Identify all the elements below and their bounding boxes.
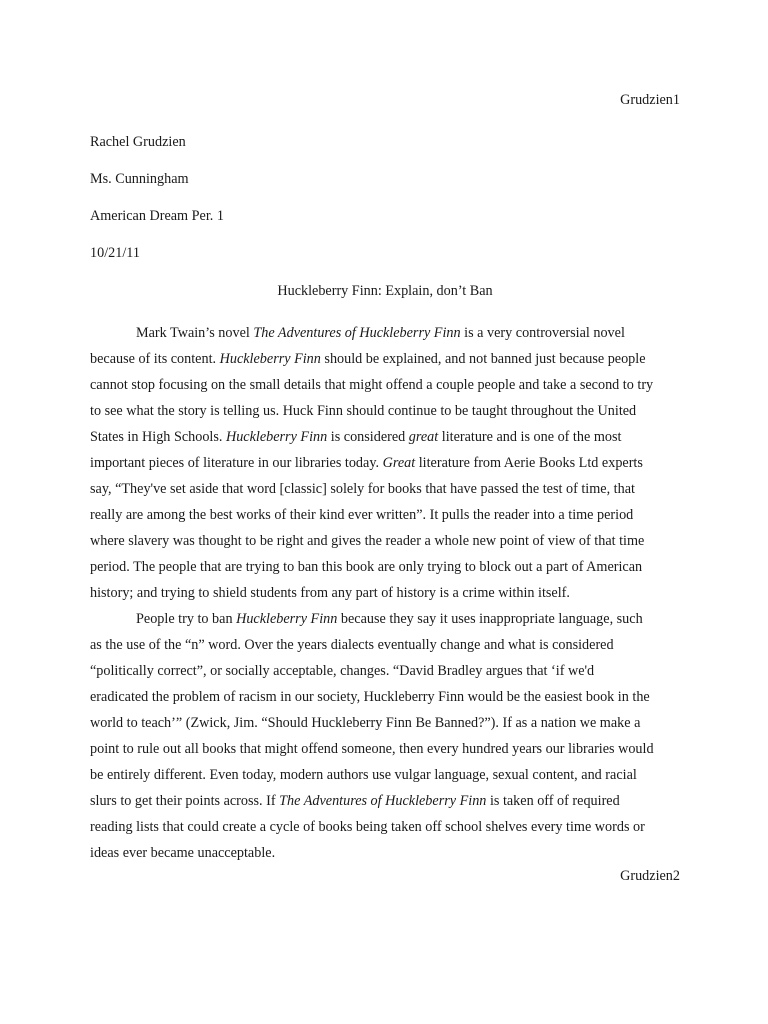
essay-date: 10/21/11 <box>90 245 140 261</box>
body-line <box>90 424 680 450</box>
mla-heading <box>90 132 680 280</box>
body-text: important pieces of literature in our libraries today. <box>90 455 383 471</box>
essay-body <box>90 320 680 866</box>
body-text: eradicated the problem of racism in our society, Huckleberry Finn would be the easiest book in the <box>90 689 650 705</box>
body-text: States in High Schools. <box>90 429 226 445</box>
body-text: literature and is one of the most <box>438 429 622 445</box>
body-text: literature from Aerie Books Ltd experts <box>415 455 643 471</box>
body-text: ideas ever became unacceptable. <box>90 845 276 861</box>
body-text: point to rule out all books that might offend someone, then every hundred years our libraries would <box>90 741 654 757</box>
body-text: period. The people that are trying to ban this book are only trying to block out a part of American <box>90 559 643 575</box>
body-text: world to teach’” (Zwick, Jim. “Should Huckleberry Finn Be Banned?”). If as a nation we make a <box>90 715 641 731</box>
body-text: cannot stop focusing on the small details that might offend a couple people and take a second to try <box>90 377 654 393</box>
body-line <box>90 398 680 424</box>
body-line <box>90 710 680 736</box>
body-line <box>90 632 680 658</box>
body-text: where slavery was thought to be right and gives the reader a whole new point of view of that time <box>90 533 645 549</box>
italic-text: Huckleberry Finn <box>236 611 338 627</box>
body-line <box>90 580 680 606</box>
body-line <box>90 606 680 632</box>
body-text: because they say it uses inappropriate language, such <box>337 611 643 627</box>
body-text: say, “They've set aside that word [classic] solely for books that have passed the test of time, that <box>90 481 635 497</box>
teacher-name: Ms. Cunningham <box>90 171 189 187</box>
page-header-2: Grudzien2 <box>620 868 680 884</box>
body-line <box>90 372 680 398</box>
italic-text: The Adventures of Huckleberry Finn <box>253 325 461 341</box>
body-line <box>90 736 680 762</box>
body-line <box>90 814 680 840</box>
body-text: should be explained, and not banned just because people <box>320 351 646 367</box>
body-text: is considered <box>327 429 409 445</box>
body-line <box>90 788 680 814</box>
body-line <box>90 450 680 476</box>
body-line <box>90 840 680 866</box>
body-line <box>90 476 680 502</box>
body-text: history; and trying to shield students from any part of history is a crime within itself. <box>90 585 570 601</box>
body-line <box>90 502 680 528</box>
body-text: be entirely different. Even today, modern authors use vulgar language, sexual content, and racial <box>90 767 637 783</box>
body-line <box>90 320 680 346</box>
italic-text: Great <box>382 455 416 471</box>
body-text: because of its content. <box>90 351 220 367</box>
body-line <box>90 528 680 554</box>
italic-text: Huckleberry Finn <box>225 429 328 445</box>
author-name: Rachel Grudzien <box>90 134 186 150</box>
body-line <box>90 762 680 788</box>
italic-text: The Adventures of Huckleberry Finn <box>279 793 487 809</box>
body-text: as the use of the “n” word. Over the years dialects eventually change and what is considered <box>90 637 614 653</box>
body-text: really are among the best works of their kind ever written”. It pulls the reader into a time period <box>90 507 634 523</box>
body-text: is taken off of required <box>486 793 620 809</box>
body-text: “politically correct”, or socially acceptable, changes. “David Bradley argues that ‘if we'd <box>90 663 595 679</box>
course-name: American Dream Per. 1 <box>90 208 224 224</box>
body-text: to see what the story is telling us. Huck Finn should continue to be taught throughout the United <box>90 403 637 419</box>
page-header-1: Grudzien1 <box>620 92 680 108</box>
body-line <box>90 554 680 580</box>
body-line <box>90 684 680 710</box>
body-line <box>90 346 680 372</box>
body-text: People try to ban <box>136 611 237 627</box>
body-text: slurs to get their points across. If <box>90 793 280 809</box>
essay-title: Huckleberry Finn: Explain, don’t Ban <box>277 283 493 299</box>
body-text: reading lists that could create a cycle of books being taken off school shelves every time words or <box>90 819 645 835</box>
body-line <box>90 658 680 684</box>
body-text: Mark Twain’s novel <box>136 325 254 341</box>
body-text: is a very controversial novel <box>460 325 625 341</box>
italic-text: great <box>408 429 439 445</box>
italic-text: Huckleberry Finn <box>219 351 321 367</box>
